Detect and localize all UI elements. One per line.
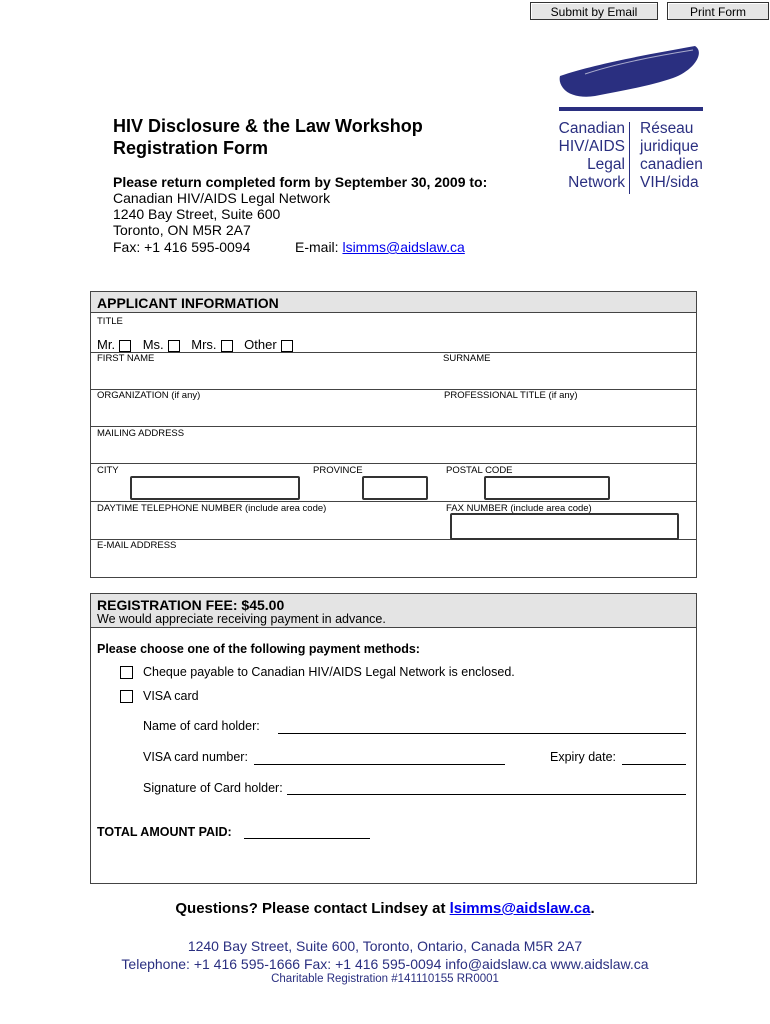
logo-text-french: Réseau juridique canadien VIH/sida [640,120,703,191]
contact-email: E-mail: lsimms@aidslaw.ca [295,239,465,255]
title-mr-checkbox[interactable] [119,340,131,352]
phone-row: DAYTIME TELEPHONE NUMBER (include area code) FAX NUMBER (include area code) [91,502,696,540]
signature-label: Signature of Card holder: [143,781,283,795]
fee-heading: REGISTRATION FEE: $45.00 [97,597,285,613]
expiry-date-line[interactable] [622,764,686,765]
signature-line[interactable] [287,794,686,795]
footer-charitable-registration: Charitable Registration #141110155 RR0001 [271,973,499,985]
visa-checkbox[interactable] [120,690,133,703]
total-amount-label: TOTAL AMOUNT PAID: [97,825,232,839]
title-options: Mr. Ms. Mrs. Other [97,337,293,352]
title-mrs-checkbox[interactable] [221,340,233,352]
title-ms-checkbox[interactable] [168,340,180,352]
contact-email-link[interactable]: lsimms@aidslaw.ca [342,239,465,255]
applicant-information-section [90,291,697,578]
print-form-button[interactable]: Print Form [667,2,769,20]
mailing-address-row: MAILING ADDRESS [91,427,696,464]
applicant-section-header: APPLICANT INFORMATION [91,292,696,313]
visa-label: VISA card [143,689,199,703]
city-input[interactable] [130,476,300,500]
form-title: HIV Disclosure & the Law Workshop Registration Form [113,116,423,158]
organization-row: ORGANIZATION (if any) PROFESSIONAL TITLE (if any) [91,390,696,427]
city-row: CITY PROVINCE POSTAL CODE [91,464,696,502]
registration-fee-section [90,593,697,884]
submit-by-email-button[interactable]: Submit by Email [530,2,658,20]
logo-divider [629,122,630,194]
total-amount-line[interactable] [244,838,370,839]
fax-number: Fax: +1 416 595-0094 [113,239,251,255]
logo-swoosh-icon [555,44,705,112]
visa-number-line[interactable] [254,764,505,765]
fax-number-input[interactable] [450,513,679,540]
name-row: FIRST NAME SURNAME [91,353,696,390]
fee-subheading: We would appreciate receiving payment in advance. [97,612,386,626]
card-holder-label: Name of card holder: [143,719,260,733]
logo-text-english: Canadian HIV/AIDS Legal Network [558,120,625,191]
province-input[interactable] [362,476,428,500]
questions-line: Questions? Please contact Lindsey at lsimms@aidslaw.ca. [175,900,595,917]
card-holder-line[interactable] [278,733,686,734]
title-row: TITLE Mr. Ms. Mrs. Other [91,313,696,353]
cheque-checkbox[interactable] [120,666,133,679]
title-other-checkbox[interactable] [281,340,293,352]
cheque-label: Cheque payable to Canadian HIV/AIDS Legal Network is enclosed. [143,665,515,679]
return-instructions: Please return completed form by September 30, 2009 to: [113,174,488,190]
postal-code-input[interactable] [484,476,610,500]
email-row: E-MAIL ADDRESS [97,540,177,551]
visa-number-label: VISA card number: [143,750,248,764]
payment-methods-heading: Please choose one of the following payment methods: [97,642,420,656]
questions-email-link[interactable]: lsimms@aidslaw.ca [449,900,591,917]
footer-address: 1240 Bay Street, Suite 600, Toronto, Ontario, Canada M5R 2A7 [187,938,583,954]
return-address: Canadian HIV/AIDS Legal Network 1240 Bay Street, Suite 600 Toronto, ON M5R 2A7 [113,190,331,238]
expiry-date-label: Expiry date: [550,750,617,764]
footer-contact: Telephone: +1 416 595-1666 Fax: +1 416 595-0094 info@aidslaw.ca www.aidslaw.ca [121,956,649,972]
fee-section-header [91,594,696,628]
